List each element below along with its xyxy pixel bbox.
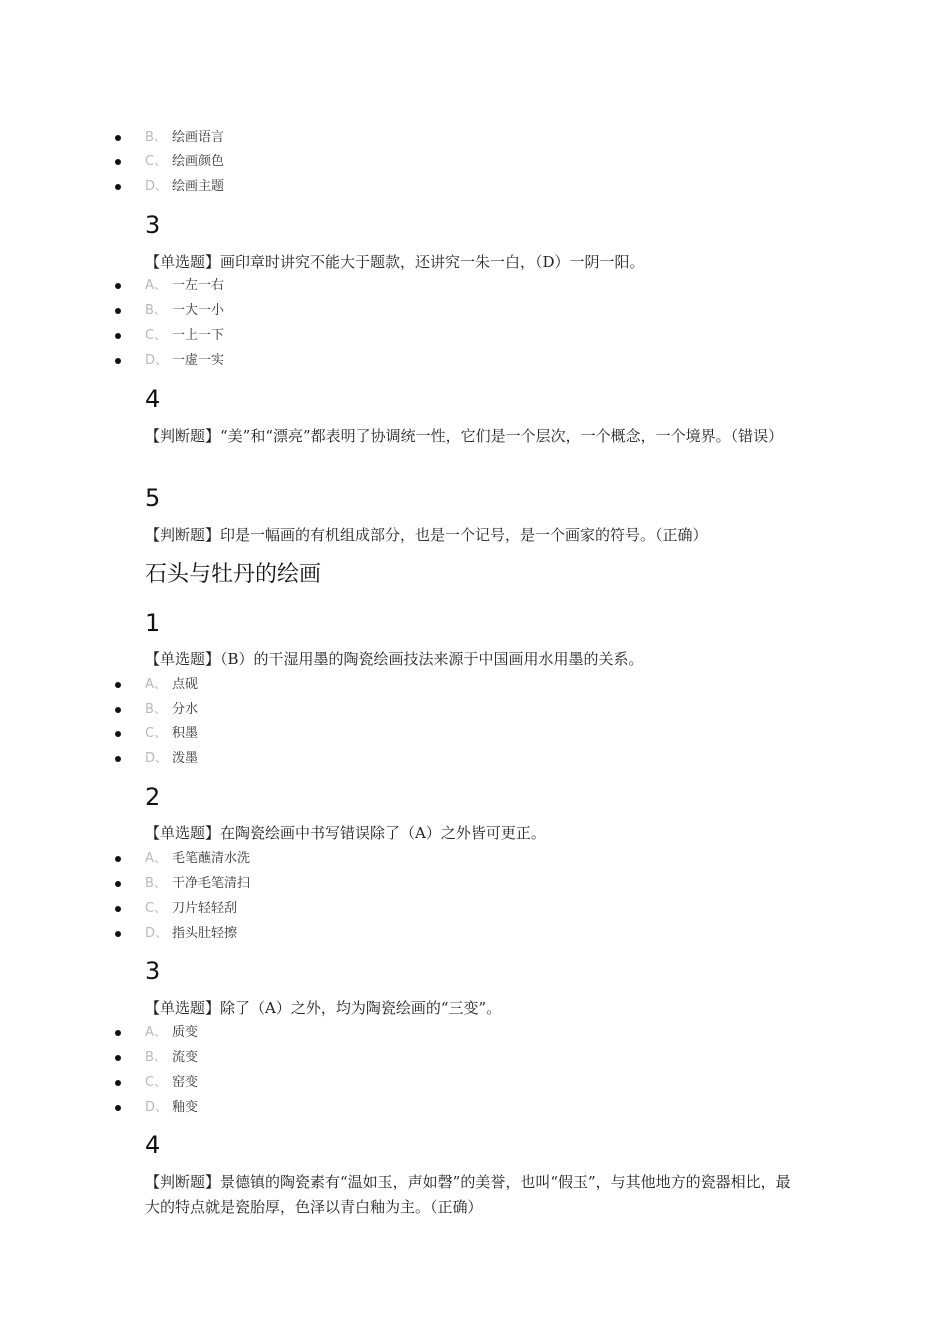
option-item (0, 276, 900, 296)
option-text: 积墨 (172, 726, 199, 741)
option-item (0, 924, 900, 944)
option-letter: A、 (145, 278, 167, 293)
bullet-icon (115, 682, 121, 688)
question-text: 【单选题】画印章时讲究不能大于题款，还讲究一朱一白，（D）一阴一阳。 (145, 253, 645, 271)
bullet-icon (115, 756, 121, 762)
option-text: 釉变 (172, 1100, 199, 1115)
option-item (0, 749, 900, 769)
option-letter: A、 (145, 851, 167, 866)
question-number: 4 (145, 385, 161, 413)
question-text: 【单选题】在陶瓷绘画中书写错误除了（A）之外皆可更正。 (145, 824, 546, 842)
bullet-icon (115, 707, 121, 713)
option-letter: D、 (145, 179, 169, 194)
bullet-icon (115, 283, 121, 289)
option-text: 指头肚轻擦 (172, 926, 238, 941)
option-item (0, 128, 900, 148)
option-text: 点砚 (172, 677, 199, 692)
question-number: 5 (145, 484, 161, 512)
option-letter: C、 (145, 154, 168, 169)
bullet-icon (115, 358, 121, 364)
option-letter: B、 (145, 1050, 167, 1065)
option-letter: C、 (145, 901, 168, 916)
option-text: 绘画主题 (172, 179, 225, 194)
option-text: 一上一下 (172, 328, 225, 343)
option-item (0, 351, 900, 371)
bullet-icon (115, 906, 121, 912)
bullet-icon (115, 159, 121, 165)
option-letter: D、 (145, 751, 169, 766)
question-number: 2 (145, 783, 161, 811)
question-number: 3 (145, 211, 161, 239)
bullet-icon (115, 881, 121, 887)
bullet-icon (115, 1105, 121, 1111)
bullet-icon (115, 135, 121, 141)
section-title: 石头与牡丹的绘画 (145, 562, 322, 587)
bullet-icon (115, 184, 121, 190)
option-text: 一虚一实 (172, 353, 225, 368)
option-item (0, 724, 900, 744)
question-text: 【判断题】“美”和“漂亮”都表明了协调统一性，它们是一个层次，一个概念，一个境界。（错误） (145, 427, 784, 445)
bullet-icon (115, 931, 121, 937)
bullet-icon (115, 1055, 121, 1061)
option-letter: C、 (145, 726, 168, 741)
bullet-icon (115, 731, 121, 737)
option-letter: D、 (145, 1100, 169, 1115)
question-text: 【单选题】除了（A）之外，均为陶瓷绘画的“三变”。 (145, 999, 502, 1017)
option-item (0, 1098, 900, 1118)
question-number: 3 (145, 957, 161, 985)
option-letter: C、 (145, 328, 168, 343)
option-item (0, 1023, 900, 1043)
option-text: 窑变 (172, 1075, 199, 1090)
question-text: 【判断题】印是一幅画的有机组成部分，也是一个记号，是一个画家的符号。（正确） (145, 526, 708, 544)
option-text: 泼墨 (172, 751, 199, 766)
option-text: 绘画语言 (172, 130, 225, 145)
option-letter: C、 (145, 1075, 168, 1090)
option-text: 绘画颜色 (172, 154, 225, 169)
option-item (0, 849, 900, 869)
bullet-icon (115, 1080, 121, 1086)
option-item (0, 301, 900, 321)
option-text: 质变 (172, 1025, 199, 1040)
question-text: 【单选题】（B）的干湿用墨的陶瓷绘画技法来源于中国画用水用墨的关系。 (145, 650, 644, 668)
option-item (0, 700, 900, 720)
option-letter: B、 (145, 130, 167, 145)
option-item (0, 899, 900, 919)
question-number: 1 (145, 609, 161, 637)
question-text: 【判断题】景德镇的陶瓷素有“温如玉，声如磬”的美誉，也叫“假玉”，与其他地方的瓷器相比，最大的特点就是瓷胎厚，色泽以青白釉为主。（正确） (145, 1173, 791, 1216)
option-letter: A、 (145, 677, 167, 692)
bullet-icon (115, 333, 121, 339)
option-item (0, 675, 900, 695)
option-item (0, 177, 900, 197)
option-text: 刀片轻轻刮 (172, 901, 238, 916)
option-letter: B、 (145, 303, 167, 318)
bullet-icon (115, 856, 121, 862)
bullet-icon (115, 1030, 121, 1036)
option-letter: B、 (145, 702, 167, 717)
option-letter: B、 (145, 876, 167, 891)
question-number: 4 (145, 1131, 161, 1159)
option-item (0, 1048, 900, 1068)
option-letter: D、 (145, 926, 169, 941)
option-item (0, 326, 900, 346)
option-item (0, 1073, 900, 1093)
bullet-icon (115, 308, 121, 314)
option-text: 一左一右 (172, 278, 225, 293)
option-text: 一大一小 (172, 303, 225, 318)
option-text: 流变 (172, 1050, 199, 1065)
option-text: 分水 (172, 702, 199, 717)
option-text: 干净毛笔清扫 (172, 876, 251, 891)
option-item (0, 874, 900, 894)
option-letter: D、 (145, 353, 169, 368)
option-item (0, 152, 900, 172)
option-letter: A、 (145, 1025, 167, 1040)
option-text: 毛笔蘸清水洗 (172, 851, 251, 866)
